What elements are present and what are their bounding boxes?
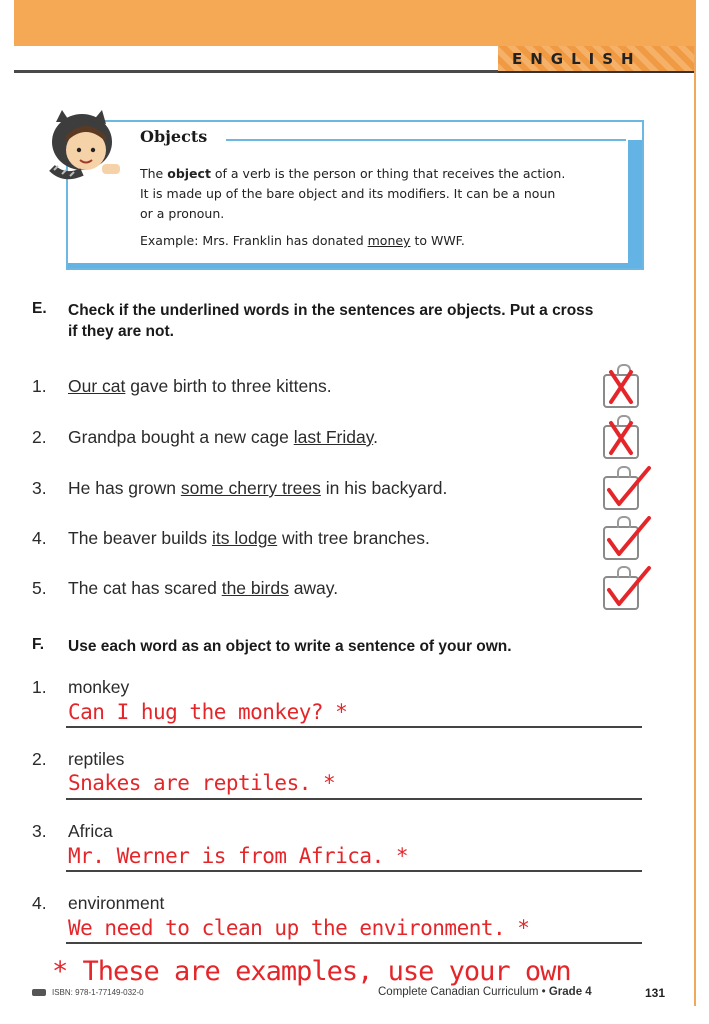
cross-mark-icon	[601, 413, 641, 457]
answer-box-2[interactable]	[603, 425, 639, 459]
subject-label: ENGLISH	[512, 50, 642, 68]
sentence-2: 2. Grandpa bought a new cage last Friday.	[32, 427, 379, 447]
box-title: Objects	[140, 127, 208, 146]
example-line: Example: Mrs. Franklin has donated money to WWF.	[140, 233, 465, 248]
book-icon	[32, 989, 46, 996]
answer-text-1[interactable]: Can I hug the monkey? *	[68, 700, 348, 724]
definition-line-1: The object of a verb is the person or thing that receives the action.	[140, 166, 566, 181]
answer-box-1[interactable]	[603, 374, 639, 408]
word-prompt-3: 3. Africa	[32, 821, 113, 841]
answer-line-3	[66, 870, 642, 872]
answer-line-1	[66, 726, 642, 728]
answer-text-3[interactable]: Mr. Werner is from Africa. *	[68, 844, 409, 868]
definition-box	[66, 120, 644, 270]
footnote: * These are examples, use your own	[52, 956, 571, 987]
cross-mark-icon	[601, 362, 641, 406]
definition-line-3: or a pronoun.	[140, 206, 225, 221]
box-bottom	[68, 263, 642, 268]
subject-tab	[498, 46, 696, 73]
sentence-4: 4. The beaver builds its lodge with tree branches.	[32, 528, 430, 548]
word-prompt-2: 2. reptiles	[32, 749, 125, 769]
footer-isbn: ISBN: 978-1-77149-032-0	[32, 988, 144, 997]
sentence-3: 3. He has grown some cherry trees in his backyard.	[32, 478, 448, 498]
page-number: 131	[645, 986, 666, 1000]
sentence-5: 5. The cat has scared the birds away.	[32, 578, 339, 598]
footer-title: Complete Canadian Curriculum • Grade 4	[378, 986, 592, 998]
answer-box-3[interactable]	[603, 476, 639, 510]
check-mark-icon	[601, 564, 651, 608]
answer-box-4[interactable]	[603, 526, 639, 560]
check-mark-icon	[601, 514, 651, 558]
definition-line-2: It is made up of the bare object and its modifiers. It can be a noun	[140, 186, 556, 201]
answer-text-2[interactable]: Snakes are reptiles. *	[68, 771, 336, 795]
margin-line	[694, 46, 696, 1006]
title-rule	[226, 139, 626, 141]
word-prompt-1: 1. monkey	[32, 677, 130, 697]
answer-line-4	[66, 942, 642, 944]
box-edge	[628, 140, 642, 268]
sentence-1: 1. Our cat gave birth to three kittens.	[32, 376, 332, 396]
answer-box-5[interactable]	[603, 576, 639, 610]
answer-text-4[interactable]: We need to clean up the environment. *	[68, 916, 530, 940]
word-prompt-4: 4. environment	[32, 893, 165, 913]
raccoon-mascot-icon	[44, 108, 124, 190]
check-mark-icon	[601, 464, 651, 508]
answer-line-2	[66, 798, 642, 800]
header-bar	[14, 0, 696, 46]
header-rule	[14, 70, 498, 73]
